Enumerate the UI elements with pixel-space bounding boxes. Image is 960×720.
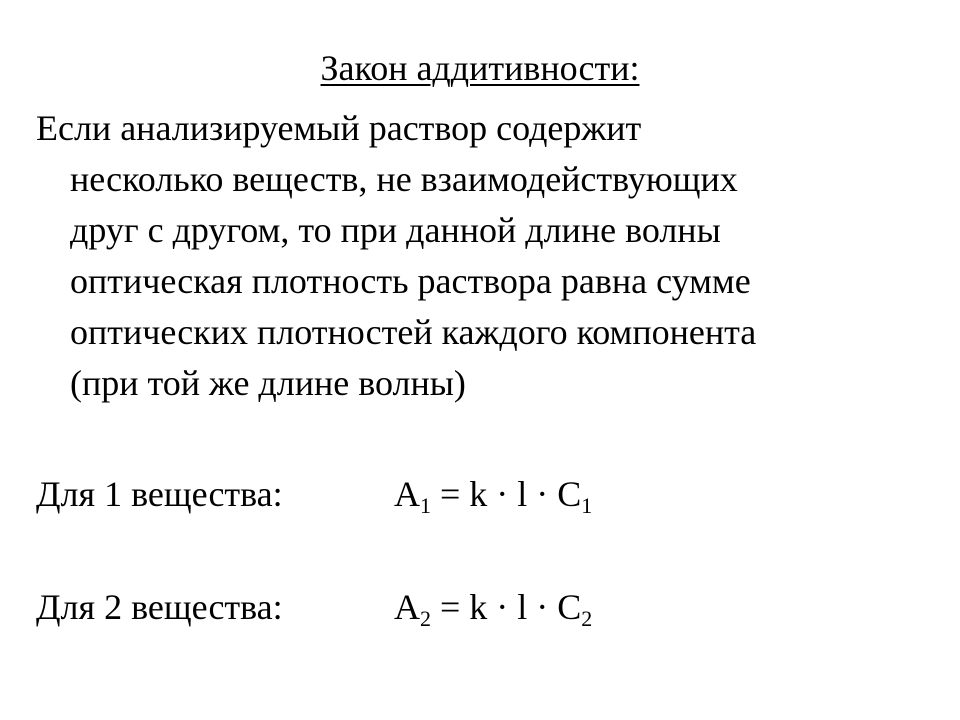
- concentration-subscript: 2: [581, 606, 593, 631]
- slide-title: Закон аддитивности:: [320, 48, 640, 88]
- absorbance-symbol: A: [394, 474, 420, 514]
- definition-line: Если анализируемый раствор содержит: [36, 108, 642, 148]
- formula-expression: [394, 474, 593, 518]
- definition-line: оптическая плотность раствора равна сумме: [70, 261, 751, 301]
- formula-label: Для 1 вещества:: [36, 474, 283, 514]
- definition-line: оптических плотностей каждого компонента: [70, 312, 757, 352]
- concentration-subscript: 1: [581, 493, 593, 518]
- definition-line: друг с другом, то при данной длине волны: [70, 210, 721, 250]
- absorbance-symbol: A: [394, 587, 420, 627]
- law-definition-text: [36, 103, 936, 409]
- formula-row-substance-2: [36, 583, 592, 631]
- absorbance-subscript: 1: [420, 493, 431, 518]
- formula-middle: = k · l · C: [431, 474, 582, 514]
- definition-line: (при той же длине волны): [70, 363, 466, 403]
- formula-label: Для 2 вещества:: [36, 587, 283, 627]
- formula-expression: [394, 587, 593, 631]
- formula-middle: = k · l · C: [431, 587, 582, 627]
- absorbance-subscript: 2: [420, 606, 431, 631]
- definition-line: несколько веществ, не взаимодействующих: [70, 159, 738, 199]
- formula-row-substance-1: [36, 470, 592, 518]
